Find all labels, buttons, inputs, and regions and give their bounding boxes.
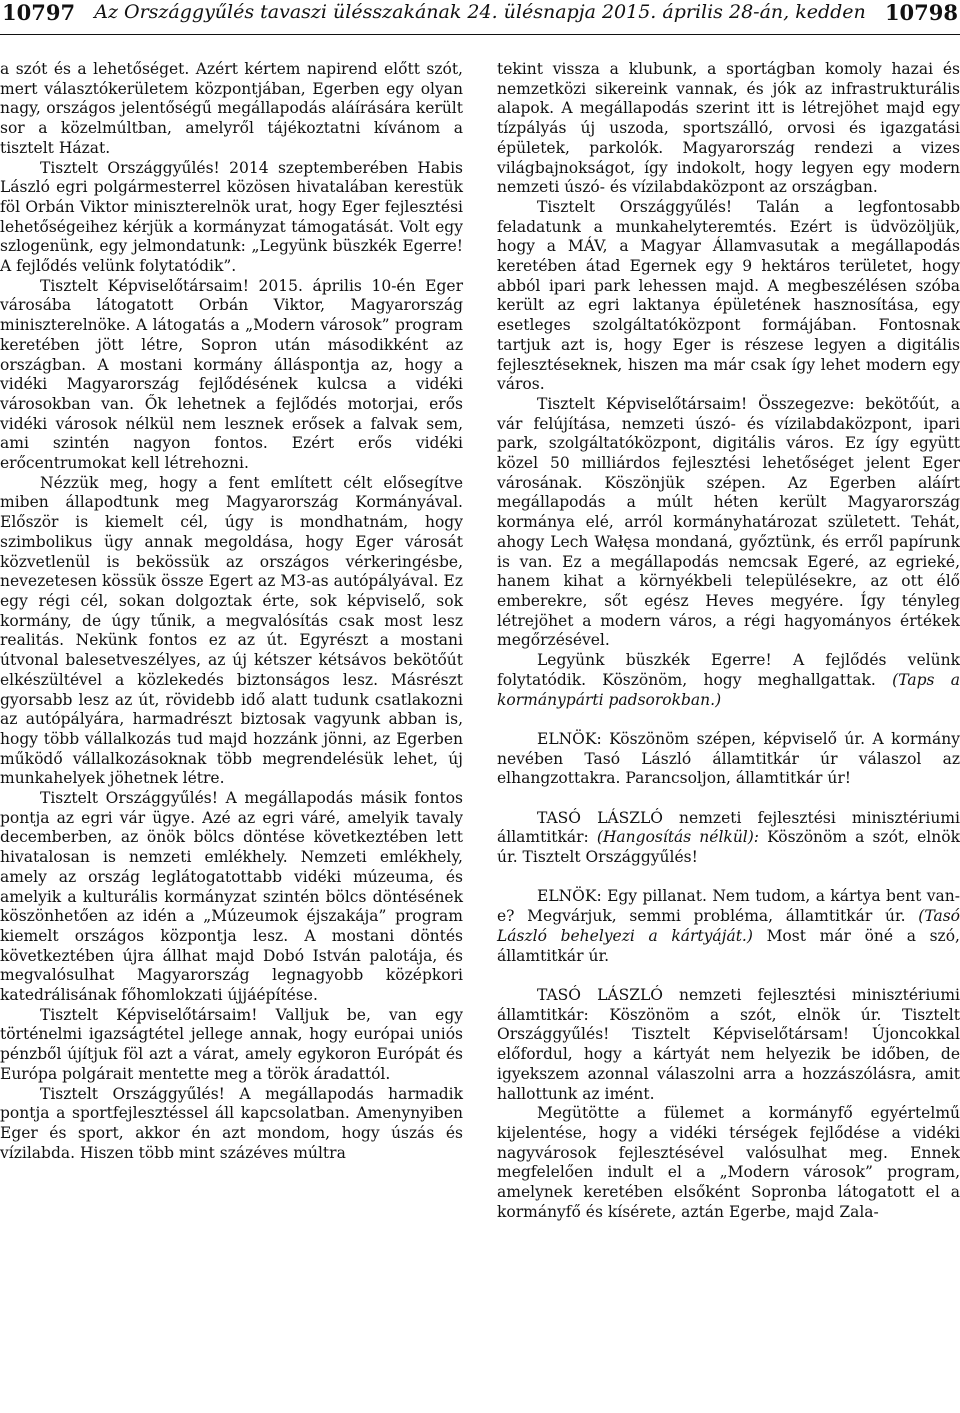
paragraph: Megütötte a fülemet a kormányfő egyértelmű kijelentése, hogy a vidéki térségek fejlődése a vidéki nagyvárosok fejlesztésével valósulhat meg. Ennek megfelelően indult el a „Modern városok” program, amelynek keretében elsőként Sopronba látogatott el a kormányfő és kísérete, aztán Egerbe, majd Zala- xyxy=(497,1104,960,1221)
speech-text: Most már öné a szó, államtitkár úr. xyxy=(497,926,960,965)
paragraph: a szót és a lehetőséget. Azért kértem napirend előtt szót, mert választókerületem központjában, Egerben egy olyan nagy, országos jelentőségű megállapodás aláírására került sor a közelmúltban, amelyről tájékoztatni kívánom a tisztelt Házat. xyxy=(0,60,463,157)
paragraph xyxy=(497,651,960,710)
paragraph: tekint vissza a klubunk, a sportágban komoly hazai és nemzetközi sikereink vannak, és jók az infrastrukturális alapok. A megállapodás szerint itt is létrejöhet majd egy tízpályás új uszoda, sportszálló, orvosi és igazgatási épületek, parkolók. Magyarország rendezi a vizes világbajnokságot, így indokolt, hogy legyen egy modern nemzeti úszó- és vízilabdaközpont az országban. xyxy=(497,60,960,197)
paragraph: Tisztelt Képviselőtársaim! Összegezve: bekötőút, a vár felújítása, nemzeti úszó- és vízilabdaközpont, ipari park, szolgáltatóközpont, digitális város. Ez így együtt közel 50 milliárdos fejlesztési lehetőséget jelent Eger városának. Köszönjük szépen. Az Egerben aláírt megállapodás a múlt héten került Magyarország kormánya elé, arról kormányhatározat született. Tehát, ahogy Lech Wałęsa mondaná, győztünk, és erről papírunk is van. Ez a megállapodás nemcsak Egeré, az egrieké, hanem kihat a környékbeli településekre, az ott élő emberekre, sőt egész Heves megyére. Így tényleg létrejöhet a modern város, a régi hagyományos értékek megőrzésével. xyxy=(497,394,960,650)
page-number-right: 10798 xyxy=(884,0,958,25)
header-rule xyxy=(0,34,960,35)
stage-direction: (Taps a kormánypárti padsorokban.) xyxy=(497,670,960,709)
page-number-left: 10797 xyxy=(2,0,76,25)
speaker-paragraph xyxy=(497,887,960,966)
speech-text: Köszönöm a szót, elnök úr. Tisztelt Országgyűlés! xyxy=(497,828,960,867)
paragraph: Tisztelt Képviselőtársaim! Valljuk be, van egy történelmi igazságtétel jellege annak, hogy európai uniós pénzből újítjuk föl azt a várat, amely egykoron Európát és Európa polgárait mentette meg a török áradattól. xyxy=(0,1005,463,1083)
paragraph: Tisztelt Országgyűlés! A megállapodás másik fontos pontja az egri vár ügye. Azé az egri váré, amelyik tavaly decemberben, az önök bölcs döntése következtében lett hivatalosan is nemzeti emlékhely. Nemzeti emlékhely, amely az ország leglátogatottabb vidéki múzeuma, és amelyik a kulturális kormányzat szintén bölcs döntésének köszönhetően az idén a „Múzeumok éjszakája” program kiemelt országos központja lesz. A mostani döntés következtében újra állhat majd Dobó István palotája, és megvalósulhat Magyarország legnagyobb középkori katedrálisának főhomlokzati újjáépítése. xyxy=(0,789,463,1005)
closing-sentence: Legyünk büszkék Egerre! A fejlődés velünk folytatódik. Köszönöm, hogy meghallgattak. xyxy=(497,651,960,689)
paragraph: Tisztelt Képviselőtársaim! 2015. április 10-én Eger városába látogatott Orbán Viktor, Magyarország miniszterelnöke. A látogatás a „Modern városok” program keretében jött létre, Sopron után másodikként az országban. A mostani kormány álláspontja az, hogy a vidéki Magyarország fejlődésének kulcsa a vidéki városokban van. Ők lehetnek a fejlődés motorjai, erős vidéki városok nélkül nem lesznek erősek a falvak sem, ami szintén nagyon fontos. Ezért erős vidéki erőcentrumokat kell létrehozni. xyxy=(0,276,463,473)
speech-text: ELNÖK: Egy pillanat. Nem tudom, a kártya bent van-e? Megvárjuk, semmi probléma, államtitkár úr. xyxy=(497,887,960,926)
speaker-paragraph: ELNÖK: Köszönöm szépen, képviselő úr. A kormány nevében Tasó László államtitkár úr válaszol az elhangzottakra. Parancsoljon, államtitkár úr! xyxy=(497,729,960,788)
right-column xyxy=(497,60,960,1222)
stage-direction: (Tasó László behelyezi a kártyáját.) xyxy=(497,907,960,945)
speaker-paragraph: TASÓ LÁSZLÓ nemzeti fejlesztési minisztériumi államtitkár: Köszönöm a szót, elnök úr. Tisztelt Országgyűlés! Tisztelt Képviselőtársam! Újoncokkal előfordul, hogy a kártyát nem helyezik be időben, de igyekszem azonnal válaszolni arra a hozzászólásra, amit hallottunk az imént. xyxy=(497,985,960,1103)
running-title: Az Országgyűlés tavaszi ülésszakának 24. ülésnapja 2015. április 28-án, kedden xyxy=(94,1,866,23)
speaker-paragraph xyxy=(497,809,960,868)
paragraph: Tisztelt Országgyűlés! Talán a legfontosabb feladatunk a munkahelyteremtés. Ezért is üdvözöljük, hogy a MÁV, a Magyar Államvasutak a megállapodás keretében átad Egernek egy 9 hektáros területet, hogy abból ipari park lehessen majd. A megbeszélésen szóba került az egri laktanya épületének hasznosítása, egy esetleges szolgáltatóközpont formájában. Fontosnak tartjuk azt is, hogy Eger is részese legyen a digitális fejlesztéseknek, hiszen ma már csak így lehet modern egy város. xyxy=(497,197,960,394)
page-header xyxy=(0,0,960,30)
paragraph: Tisztelt Országgyűlés! A megállapodás harmadik pontja a sportfejlesztéssel áll kapcsolatban. Amenynyiben Eger és sport, akkor én azt mondom, hogy úszás és vízilabda. Hiszen több mint százéves múltra xyxy=(0,1084,463,1162)
speaker-name: TASÓ LÁSZLÓ nemzeti fejlesztési minisztériumi államtitkár: xyxy=(497,808,960,847)
paragraph: Nézzük meg, hogy a fent említett célt elősegítve miben állapodtunk meg Magyarország Kormányával. Először is kiemelt cél, úgy is mondhatnám, hogy szimbolikus ügy annak megoldása, hogy Eger városát közvetlenül is bekössük az országos vérkeringésbe, nevezetesen kössük össze Egert az M3-as autópályával. Ez egy régi cél, sokan dolgoztak érte, sok képviselő, sok kormány, de úgy tűnik, a megvalósítás csak most lesz realitás. Nekünk fontos ez az út. Egyrészt a mostani útvonal balesetveszélyes, az új kétszer kétsávos bekötőút elkészültével a közlekedés biztonságos lesz. Másrészt gyorsabb lesz az út, rövidebb idő alatt tudunk csatlakozni az autópályára, harmadrészt biztosak vagyunk abban is, hogy több vállalkozás tud majd hozzánk jönni, az Egerben működő vállalkozásoknak több megrendelésük lehet, új munkahelyek jöhetnek létre. xyxy=(0,473,463,788)
paragraph: Tisztelt Országgyűlés! 2014 szeptemberében Habis László egri polgármesterrel közösen hivatalában kerestük föl Orbán Viktor miniszterelnök urat, hogy Eger fejlesztési lehetőségeihez kérjük a kormányzat támogatását. Volt egy szlogenünk, egy jelmondatunk: „Legyünk büszkék Egerre! A fejlődés velünk folytatódik”. xyxy=(0,158,463,276)
stage-direction: (Hangosítás nélkül): xyxy=(596,828,760,847)
left-column xyxy=(0,60,463,1163)
